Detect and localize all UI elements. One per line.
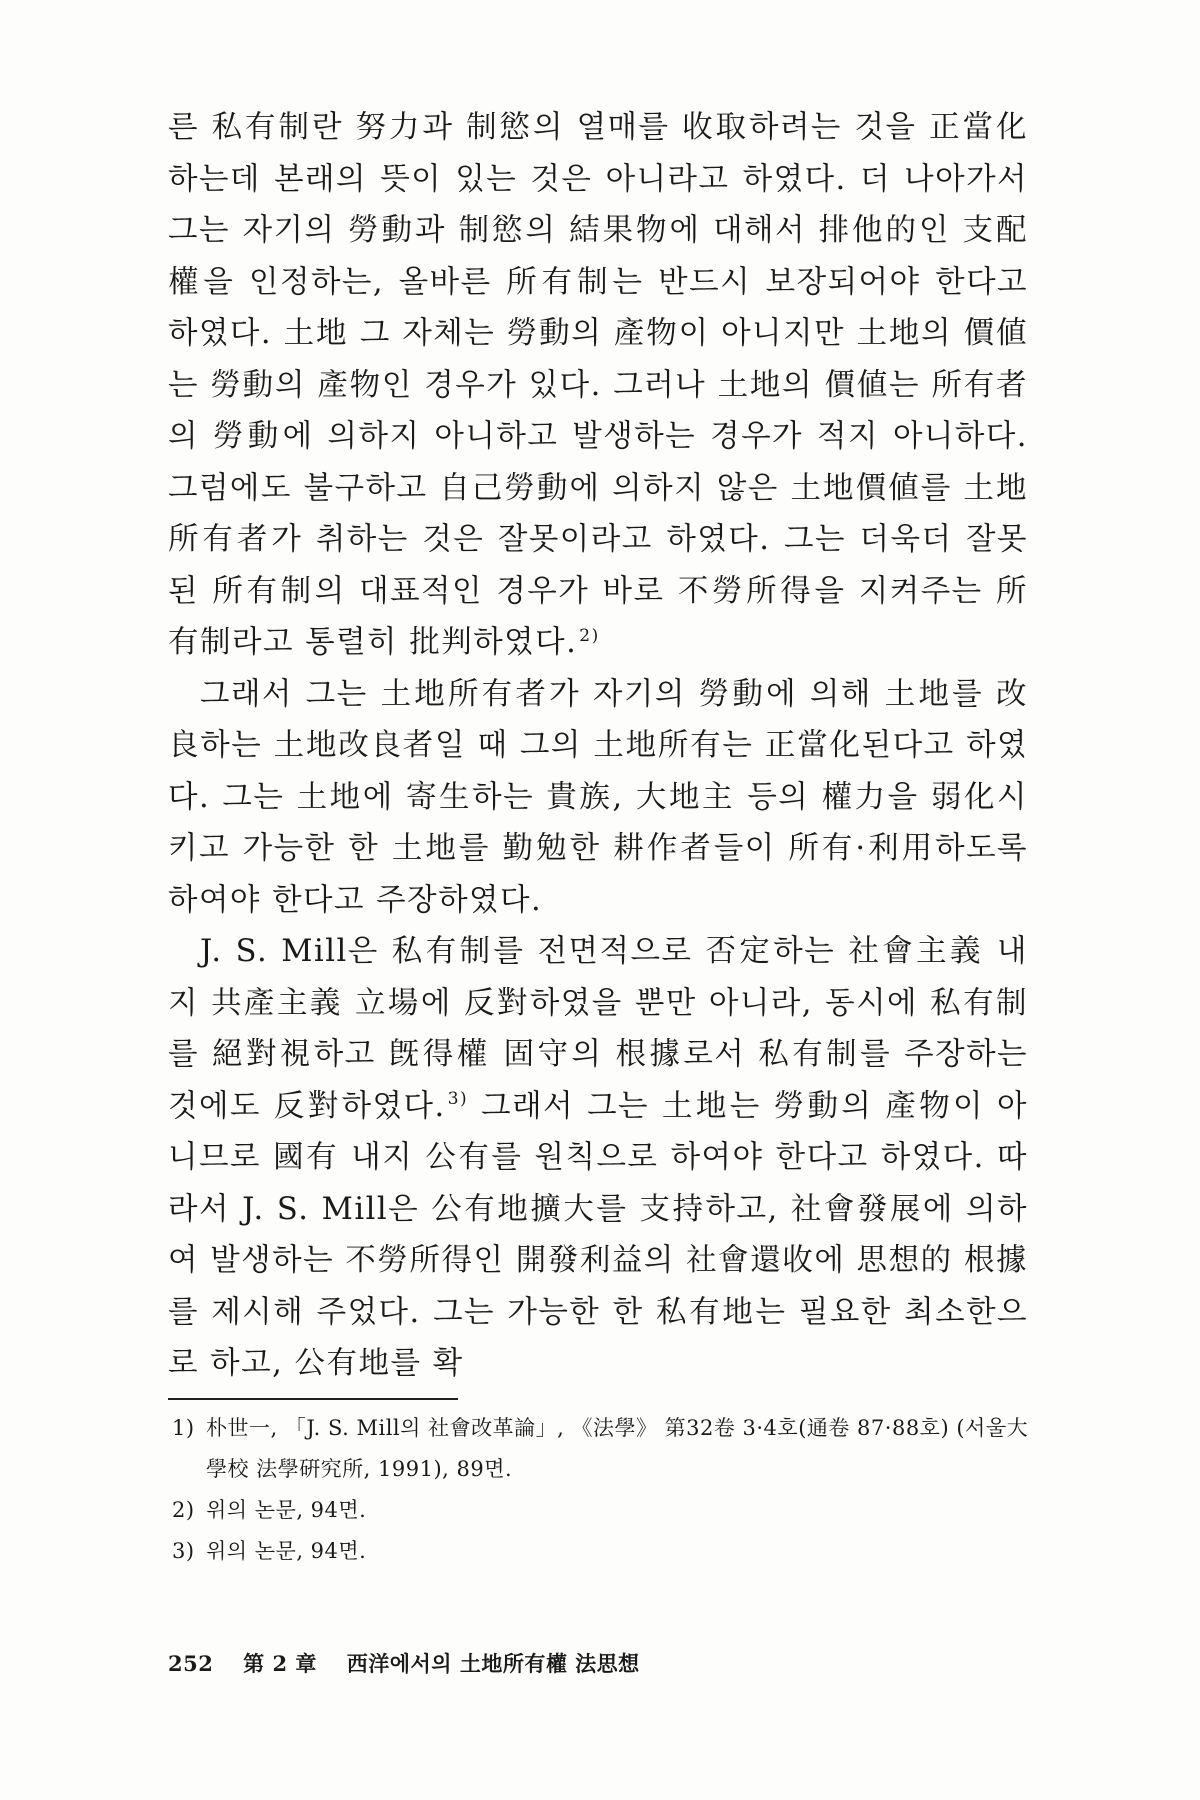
- page-number: 252: [168, 1651, 214, 1676]
- footnote-number: 1): [172, 1416, 195, 1440]
- footnote-text: 위의 논문, 94면.: [206, 1539, 367, 1563]
- footnote-ref-3[interactable]: 3): [447, 1089, 469, 1110]
- paragraph-3-text-b: 그래서 그는 土地는 勞動의 產物이 아니므로 國有 내지 公有를 원칙으로 하여야 한다고 하였다. 따라서 J. S. Mill은 公有地擴大를 支持하고, 社會發展에 의하여 발생하는 不勞所得인 開發利益의 社會還收에 思想的 根據를 제시해 주었다. 그는 가능한 한 私有地는 필요한 최소한으로 하고, 公有地를 확: [168, 1088, 1029, 1381]
- footnote-divider: [168, 1398, 458, 1400]
- footnote-number: 2): [172, 1498, 195, 1522]
- footnote-3: [172, 1531, 1042, 1572]
- footnote-1: [172, 1408, 1042, 1490]
- chapter-label: 第 2 章: [243, 1651, 317, 1676]
- running-footer: [168, 1648, 640, 1678]
- footnote-number: 3): [172, 1539, 195, 1563]
- footnote-ref-2[interactable]: 2): [579, 625, 600, 646]
- footnote-2: [172, 1490, 1042, 1531]
- footnotes: [172, 1408, 1042, 1572]
- chapter-title: 西洋에서의 土地所有權 法思想: [346, 1651, 640, 1676]
- paragraph-3-text-a: J. S. Mill은 私有制를 전면적으로 否定하는 社會主義 내지 共產主義 立場에 反對하였을 뿐만 아니라, 동시에 私有制를 絕對視하고 旣得權 固守의 根據로서 私有制를 주장하는 것에도 反對하였다.: [168, 934, 1028, 1124]
- paragraph-3: [168, 926, 1028, 1390]
- footnote-text: 朴世一, 「J. S. Mill의 社會改革論」, 《法學》 第32卷 3·4호(通卷 87·88호) (서울大學校 法學硏究所, 1991), 89면.: [206, 1416, 1029, 1481]
- paragraph-1: [168, 102, 1028, 669]
- paragraph-2: 그래서 그는 土地所有者가 자기의 勞動에 의해 土地를 改良하는 土地改良者일 때 그의 土地所有는 正當化된다고 하였다. 그는 土地에 寄生하는 貴族, 大地主 등의 權力을 弱化시키고 가능한 한 土地를 勤勉한 耕作者들이 所有·利用하도록 하여야 한다고 주장하였다.: [168, 676, 1028, 918]
- body-text: [168, 102, 1028, 1390]
- paragraph-1-text: 른 私有制란 努力과 制慾의 열매를 收取하려는 것을 正當化하는데 본래의 뜻이 있는 것은 아니라고 하였다. 더 나아가서 그는 자기의 勞動과 制慾의 結果物에 대해서 排他的인 支配權을 인정하는, 올바른 所有制는 반드시 보장되어야 한다고 하였다. 土地 그 자체는 勞動의 產物이 아니지만 土地의 價値는 勞動의 產物인 경우가 있다. 그러나 土地의 價値는 所有者의 勞動에 의하지 아니하고 발생하는 경우가 적지 아니하다. 그럼에도 불구하고 自己勞動에 의하지 않은 土地價値를 土地所有者가 취하는 것은 잘못이라고 하였다. 그는 더욱더 잘못된 所有制의 대표적인 경우가 바로 不勞所得을 지켜주는 所有制라고 통렬히 批判하였다.: [168, 110, 1028, 660]
- footnote-text: 위의 논문, 94면.: [206, 1498, 367, 1522]
